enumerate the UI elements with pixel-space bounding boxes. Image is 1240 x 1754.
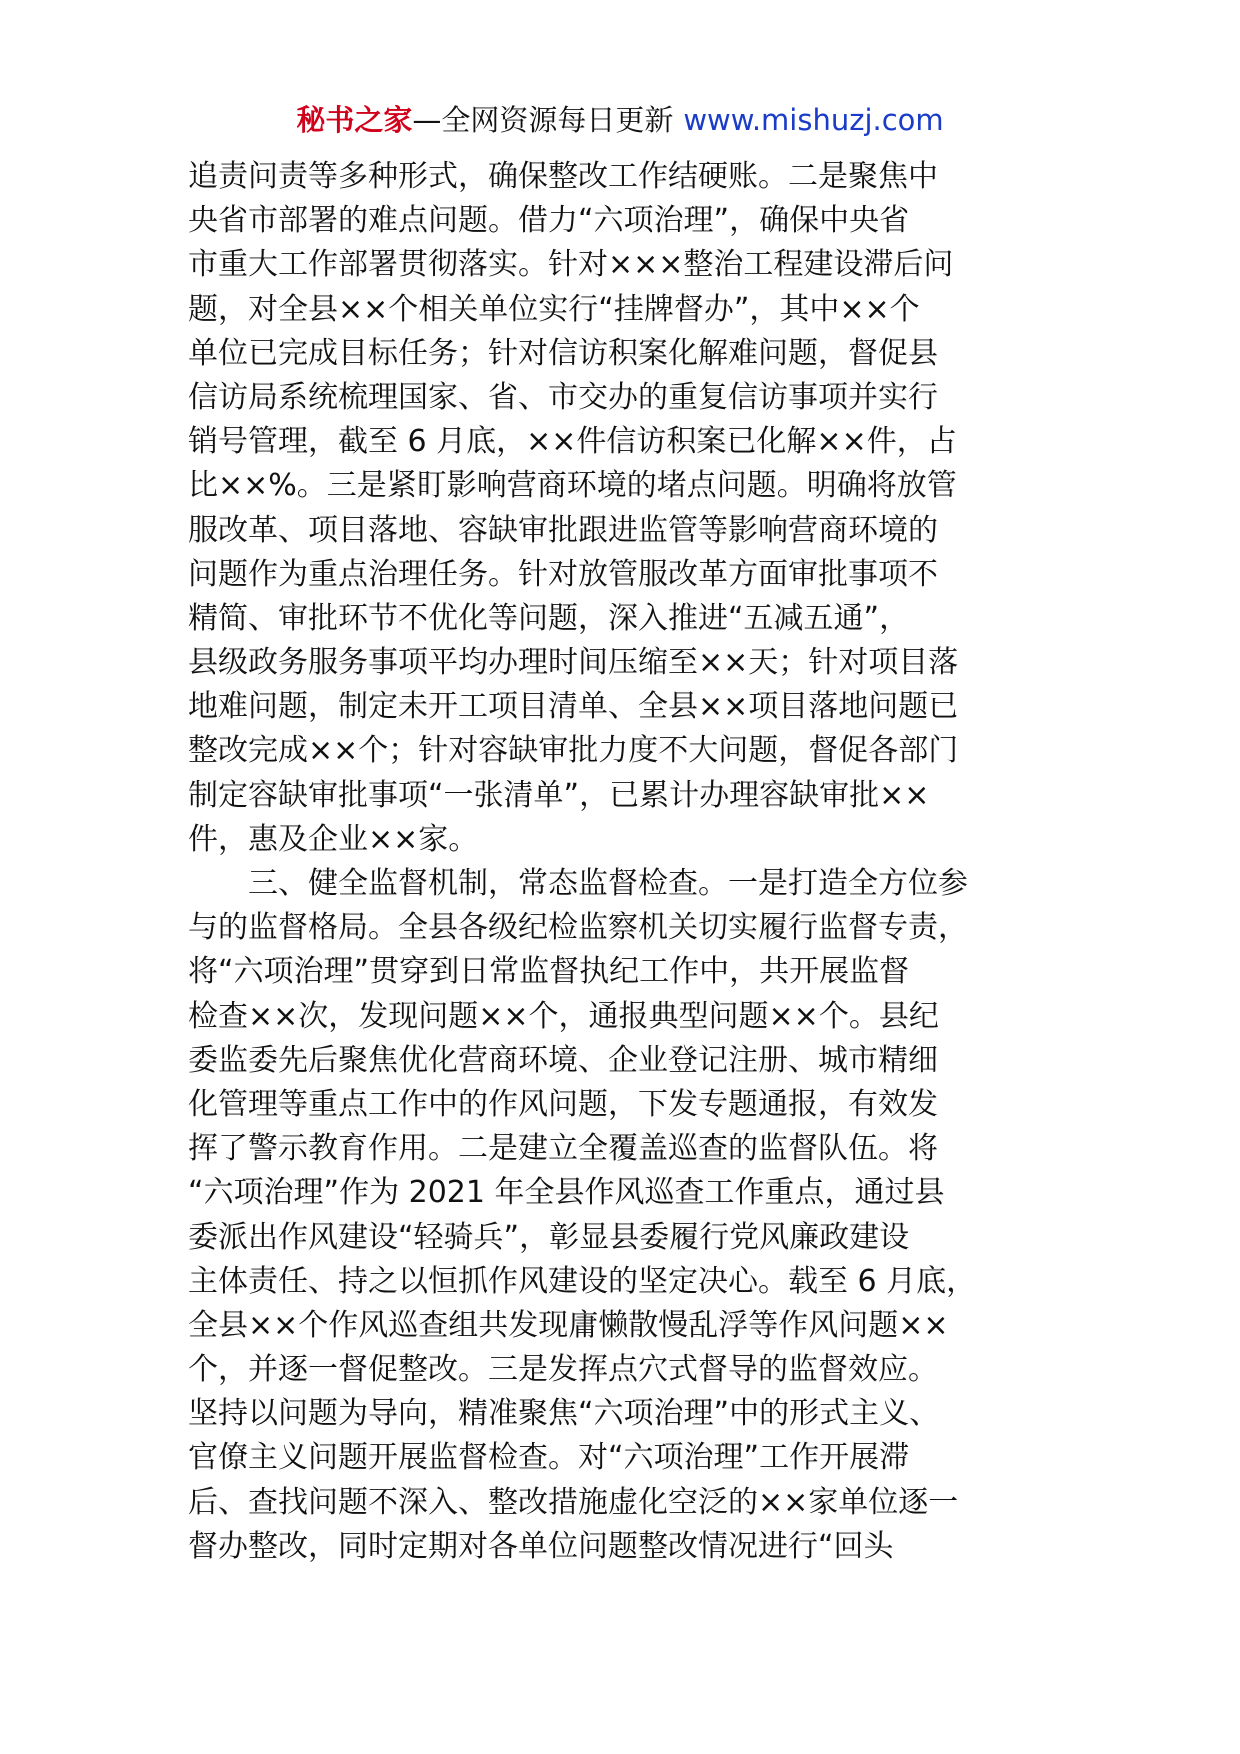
text-line: “六项治理”作为 2021 年全县作风巡查工作重点，通过县 — [188, 1175, 945, 1211]
text-line: 委监委先后聚焦优化营商环境、企业登记注册、城市精细 — [188, 1042, 938, 1078]
text-line: 坚持以问题为导向，精准聚焦“六项治理”中的形式主义、 — [188, 1396, 940, 1432]
text-line: 全县××个作风巡查组共发现庸懒散慢乱浮等作风问题×× — [188, 1307, 949, 1343]
document-body — [188, 155, 1068, 1569]
text-line: 主体责任、持之以恒抓作风建设的坚定决心。载至 6 月底， — [188, 1263, 977, 1299]
text-line: 央省市部署的难点问题。借力“六项治理”，确保中央省 — [188, 203, 910, 239]
text-line: 化管理等重点工作中的作风问题，下发专题通报，有效发 — [188, 1086, 938, 1122]
text-line: 题，对全县××个相关单位实行“挂牌督办”，其中××个 — [188, 291, 920, 327]
text-line: 县级政务服务事项平均办理时间压缩至××天；针对项目落 — [188, 645, 959, 681]
text-line: 挥了警示教育作用。二是建立全覆盖巡查的监督队伍。将 — [188, 1131, 938, 1167]
text-line: 销号管理，截至 6 月底，××件信访积案已化解××件，占 — [188, 424, 957, 460]
site-header — [0, 100, 1240, 140]
text-line: 委派出作风建设“轻骑兵”，彰显县委履行党风廉政建设 — [188, 1219, 910, 1255]
text-line: 整改完成××个；针对容缺审批力度不大问题，督促各部门 — [188, 733, 959, 769]
text-line: 市重大工作部署贯彻落实。针对×××整治工程建设滞后问 — [188, 247, 954, 283]
text-line: 信访局系统梳理国家、省、市交办的重复信访事项并实行 — [188, 379, 938, 415]
text-line: 督办整改，同时定期对各单位问题整改情况进行“回头 — [188, 1528, 894, 1564]
text-line: 个，并逐一督促整改。三是发挥点穴式督导的监督效应。 — [188, 1352, 938, 1388]
site-url-link[interactable]: www.mishuzj.com — [683, 103, 944, 137]
text-line: 后、查找问题不深入、整改措施虚化空泛的××家单位逐一 — [188, 1484, 959, 1520]
section-heading-line: 三、健全监督机制，常态监督检查。一是打造全方位参 — [248, 866, 968, 901]
text-line: 官僚主义问题开展监督检查。对“六项治理”工作开展滞 — [188, 1440, 910, 1476]
text-line: 制定容缺审批事项“一张清单”，已累计办理容缺审批×× — [188, 777, 930, 813]
brand-name: 秘书之家 — [296, 103, 413, 137]
text-line: 单位已完成目标任务；针对信访积案化解难问题，督促县 — [188, 335, 938, 371]
text-line: 精简、审批环节不优化等问题，深入推进“五减五通”， — [188, 600, 910, 636]
text-line: 件，惠及企业××家。 — [188, 821, 479, 857]
text-line: 问题作为重点治理任务。针对放管服改革方面审批事项不 — [188, 556, 938, 592]
text-line: 检查××次，发现问题××个，通报典型问题××个。县纪 — [188, 998, 939, 1034]
text-line: 比××%。三是紧盯影响营商环境的堵点问题。明确将放管 — [188, 468, 957, 504]
header-tagline: —全网资源每日更新 — [412, 103, 674, 137]
text-line: 将“六项治理”贯穿到日常监督执纪工作中，共开展监督 — [188, 954, 910, 990]
text-line: 服改革、项目落地、容缺审批跟进监管等影响营商环境的 — [188, 512, 938, 548]
text-line: 追责问责等多种形式，确保整改工作结硬账。二是聚焦中 — [188, 159, 938, 194]
text-line: 地难问题，制定未开工项目清单、全县××项目落地问题已 — [188, 689, 959, 725]
text-line: 与的监督格局。全县各级纪检监察机关切实履行监督专责， — [188, 910, 968, 946]
